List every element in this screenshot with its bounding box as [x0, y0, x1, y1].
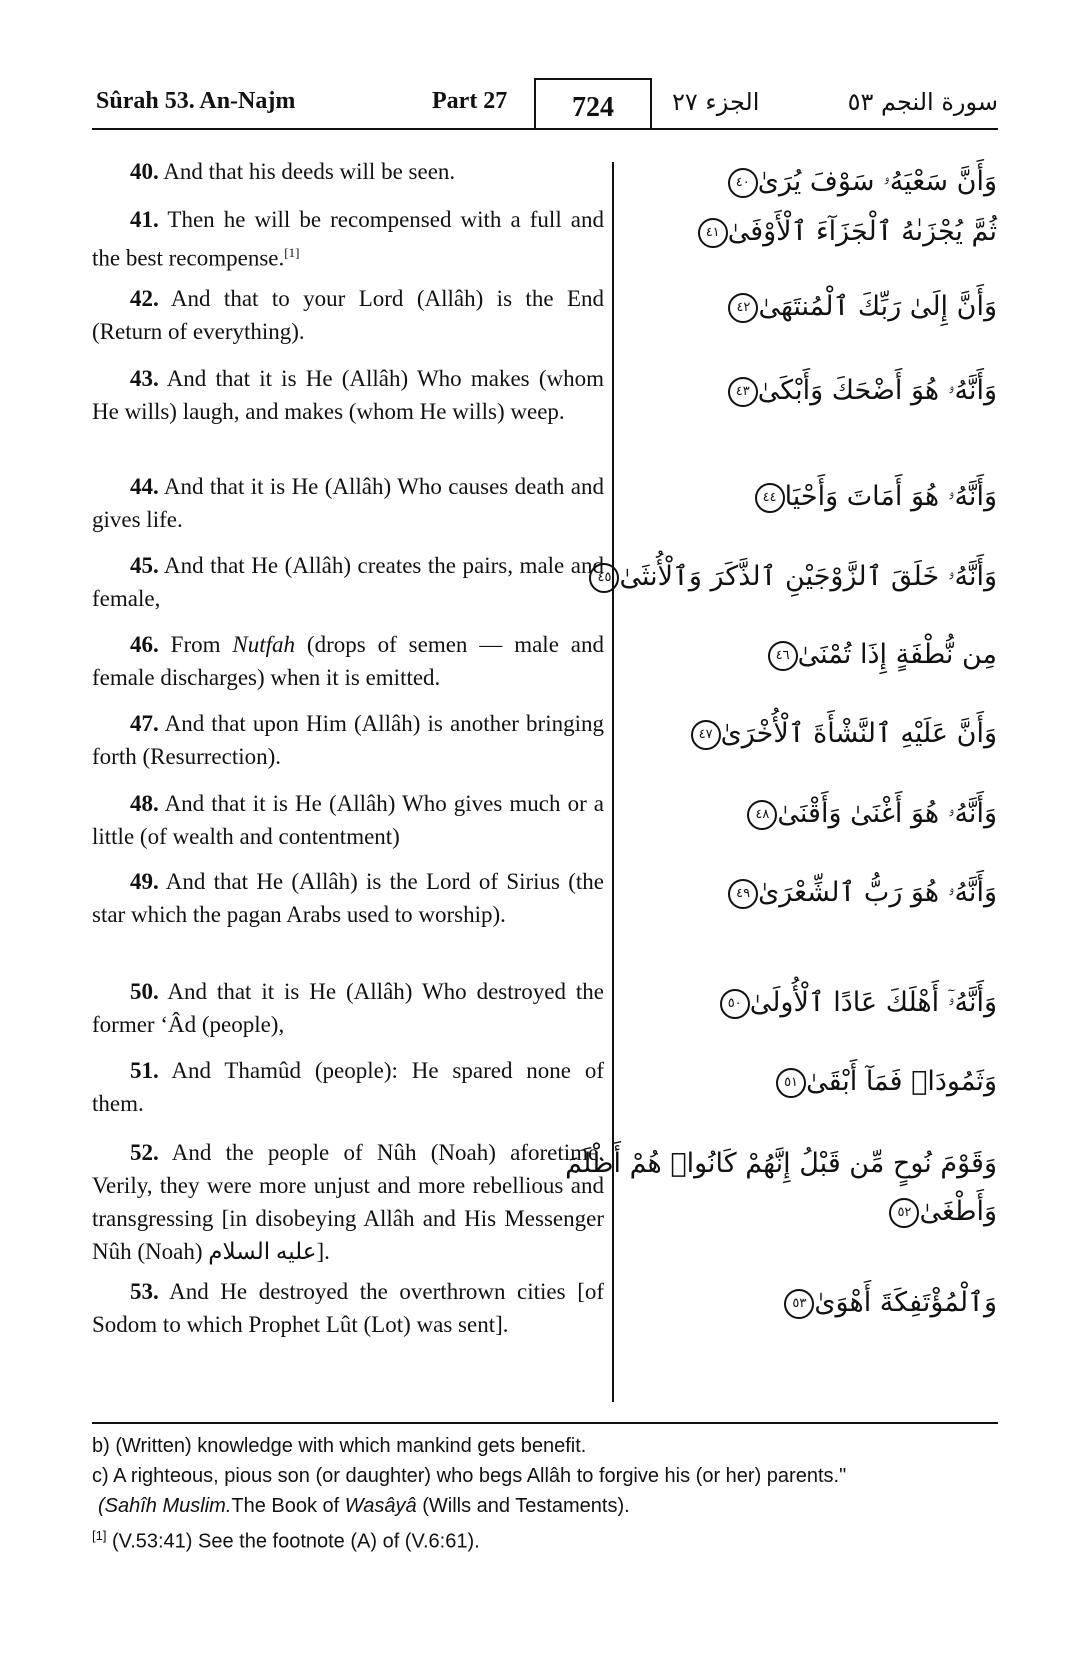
page-number: 724: [534, 78, 652, 130]
verse-number: 49.: [130, 869, 159, 894]
verse-text: And that He (Allâh) is the Lord of Sirius (the star which the pagan Arabs used to worship).: [92, 869, 604, 927]
verse-number: 46.: [130, 632, 159, 657]
part-label: Part 27: [432, 88, 508, 114]
verse-number: 51.: [130, 1058, 159, 1083]
arabic-text: وَأَنَّهُۥ هُوَ رَبُّ ٱلشِّعْرَىٰ: [758, 877, 997, 908]
verse-text: And Thamûd (people): He spared none of them.: [92, 1058, 605, 1116]
verse-number: 42.: [130, 286, 159, 311]
ayah-marker: ٤٠: [728, 168, 758, 198]
verse-52: [92, 1136, 604, 1268]
verse-text: And He destroyed the overthrown cities [of Sodom to which Prophet Lût (Lot) was sent].: [92, 1279, 605, 1337]
arabic-text: وَأَنَّهُۥ خَلَقَ ٱلزَّوْجَيْنِ ٱلذَّكَرَ وَٱلْأُنثَىٰ: [619, 561, 997, 592]
arabic-verse-44: [749, 481, 997, 513]
ayah-marker: ٤٨: [747, 800, 777, 830]
verse-number: 44.: [130, 474, 159, 499]
verse-text: And the people of Nûh (Noah) aforetime. Verily, they were more unjust and more rebellious and transgressing [in disobeying Allâh and His Messenger Nûh (Noah) عليه السلام].: [92, 1140, 604, 1264]
verse-text: And that his deeds will be seen.: [163, 159, 456, 184]
verse-46: [92, 628, 604, 694]
source-title: (Sahîh Muslim.: [98, 1495, 232, 1517]
verse-term: Nutfah: [232, 632, 296, 657]
arabic-verse-41: [692, 216, 997, 248]
ayah-marker: ٤٥: [589, 563, 619, 593]
verse-53: [92, 1275, 604, 1341]
arabic-verse-50: [714, 987, 997, 1019]
verse-number: 40.: [130, 159, 159, 184]
page-header: [92, 78, 998, 130]
footnote-text: (V.53:41) See the footnote (A) of (V.6:61).: [106, 1530, 480, 1553]
arabic-part-label: الجزء ٢٧: [672, 88, 760, 116]
arabic-verse-40: [722, 166, 997, 198]
ayah-marker: ٤٧: [691, 720, 721, 750]
arabic-verse-49: [722, 877, 997, 909]
ayah-marker: ٥٢: [889, 1198, 919, 1228]
source-text-end: (Wills and Testaments).: [416, 1495, 630, 1517]
arabic-text: وَقَوْمَ نُوحٍ مِّن قَبْلُ إِنَّهُمْ كَانُوا۟ هُمْ أَظْلَمَ: [565, 1148, 997, 1179]
arabic-text: وَأَنَّهُۥ هُوَ أَضْحَكَ وَأَبْكَىٰ: [757, 375, 997, 406]
ayah-marker: ٤٢: [728, 293, 758, 323]
verse-text: And that it is He (Allâh) Who destroyed the former ‘Âd (people),: [92, 979, 605, 1037]
arabic-verse-45: [583, 561, 997, 593]
column-divider: [612, 162, 614, 1402]
source-book: Wasâyâ: [344, 1495, 417, 1517]
arabic-verse-53: [778, 1287, 997, 1319]
footnote-c: c) A righteous, pious son (or daughter) who begs Allâh to forgive his (or her) parents.": [92, 1465, 847, 1487]
surah-title: Sûrah 53. An-Najm: [96, 88, 296, 114]
verse-42: [92, 282, 604, 348]
verse-number: 41.: [130, 207, 159, 232]
ayah-marker: ٤٣: [728, 377, 758, 407]
arabic-verse-52-cont: [883, 1196, 997, 1228]
verse-49: [92, 865, 604, 931]
arabic-verse-42: [722, 291, 997, 323]
ayah-marker: ٤٤: [755, 483, 785, 513]
verse-text: And that it is He (Allâh) Who causes death and gives life.: [92, 474, 604, 532]
verse-number: 47.: [130, 711, 159, 736]
verse-text: Then he will be recompensed with a full and the best recompense.: [92, 207, 604, 271]
verse-text: And that He (Allâh) creates the pairs, male and female,: [92, 553, 604, 611]
verse-45: [92, 549, 604, 615]
arabic-verse-52: [565, 1148, 997, 1179]
arabic-verse-48: [741, 798, 997, 830]
arabic-text: وَثَمُودَا۟ فَمَآ أَبْقَىٰ: [806, 1066, 997, 1097]
ayah-marker: ٥٣: [784, 1289, 814, 1319]
verse-number: 48.: [130, 791, 159, 816]
arabic-surah-title: سورة النجم ٥٣: [847, 88, 998, 116]
footnote-1: [92, 1522, 998, 1556]
footnote-ref: [1]: [284, 245, 300, 260]
verse-50: [92, 975, 604, 1041]
arabic-verse-43: [722, 375, 997, 407]
arabic-text: ثُمَّ يُجْزَىٰهُ ٱلْجَزَآءَ ٱلْأَوْفَىٰ: [727, 216, 997, 247]
arabic-text: وَٱلْمُؤْتَفِكَةَ أَهْوَىٰ: [814, 1287, 997, 1318]
source-text: The Book of: [231, 1495, 345, 1517]
verse-44: [92, 470, 604, 536]
arabic-text: وَأَنَّ عَلَيْهِ ٱلنَّشْأَةَ ٱلْأُخْرَىٰ: [720, 718, 997, 749]
arabic-verse-51: [770, 1066, 997, 1098]
verse-51: [92, 1054, 604, 1120]
verse-43: [92, 362, 604, 428]
arabic-verse-47: [685, 718, 997, 750]
arabic-text: وَأَنَّ سَعْيَهُۥ سَوْفَ يُرَىٰ: [757, 166, 997, 197]
verse-number: 52.: [130, 1140, 159, 1165]
arabic-verse-46: [762, 639, 997, 671]
ayah-marker: ٤٩: [728, 879, 758, 909]
ayah-marker: ٤٦: [768, 641, 798, 671]
verse-number: 45.: [130, 553, 159, 578]
verse-text: And that it is He (Allâh) Who makes (whom He wills) laugh, and makes (whom He wills) weep.: [92, 366, 604, 424]
arabic-text: وَأَنَّهُۥ هُوَ أَمَاتَ وَأَحْيَا: [784, 481, 997, 512]
ayah-marker: ٤١: [698, 218, 728, 248]
footnote-divider: [92, 1422, 998, 1424]
footnote-b: b) (Written) knowledge with which mankind gets benefit.: [92, 1435, 587, 1457]
verse-number: 53.: [130, 1279, 159, 1304]
arabic-text: وَأَنَّهُۥٓ أَهْلَكَ عَادًا ٱلْأُولَىٰ: [749, 987, 997, 1018]
verse-40: [92, 155, 604, 188]
footnote-c-source: [92, 1492, 1004, 1520]
ayah-marker: ٥٠: [720, 989, 750, 1019]
verse-47: [92, 707, 604, 773]
header-divider: [92, 128, 998, 130]
verse-text: And that upon Him (Allâh) is another bringing forth (Resurrection).: [92, 711, 604, 769]
verse-number: 50.: [130, 979, 159, 1004]
verse-text: And that it is He (Allâh) Who gives much or a little (of wealth and contentment): [92, 791, 605, 849]
footnote-marker: [1]: [92, 1528, 107, 1543]
verse-41: [92, 203, 604, 275]
arabic-text: وَأَطْغَىٰ: [919, 1196, 997, 1227]
arabic-text: وَأَنَّ إِلَىٰ رَبِّكَ ٱلْمُنتَهَىٰ: [758, 291, 997, 322]
verse-48: [92, 787, 604, 853]
ayah-marker: ٥١: [776, 1068, 806, 1098]
arabic-text: وَأَنَّهُۥ هُوَ أَغْنَىٰ وَأَقْنَىٰ: [777, 798, 997, 829]
verse-text: And that to your Lord (Allâh) is the End (Return of everything).: [92, 286, 605, 344]
verse-text-pre: From: [170, 632, 233, 657]
arabic-text: مِن نُّطْفَةٍ إِذَا تُمْنَىٰ: [797, 639, 997, 670]
verse-number: 43.: [130, 366, 159, 391]
verse-text: (drops of semen — male and female discharges) when it is emitted.: [92, 632, 605, 690]
